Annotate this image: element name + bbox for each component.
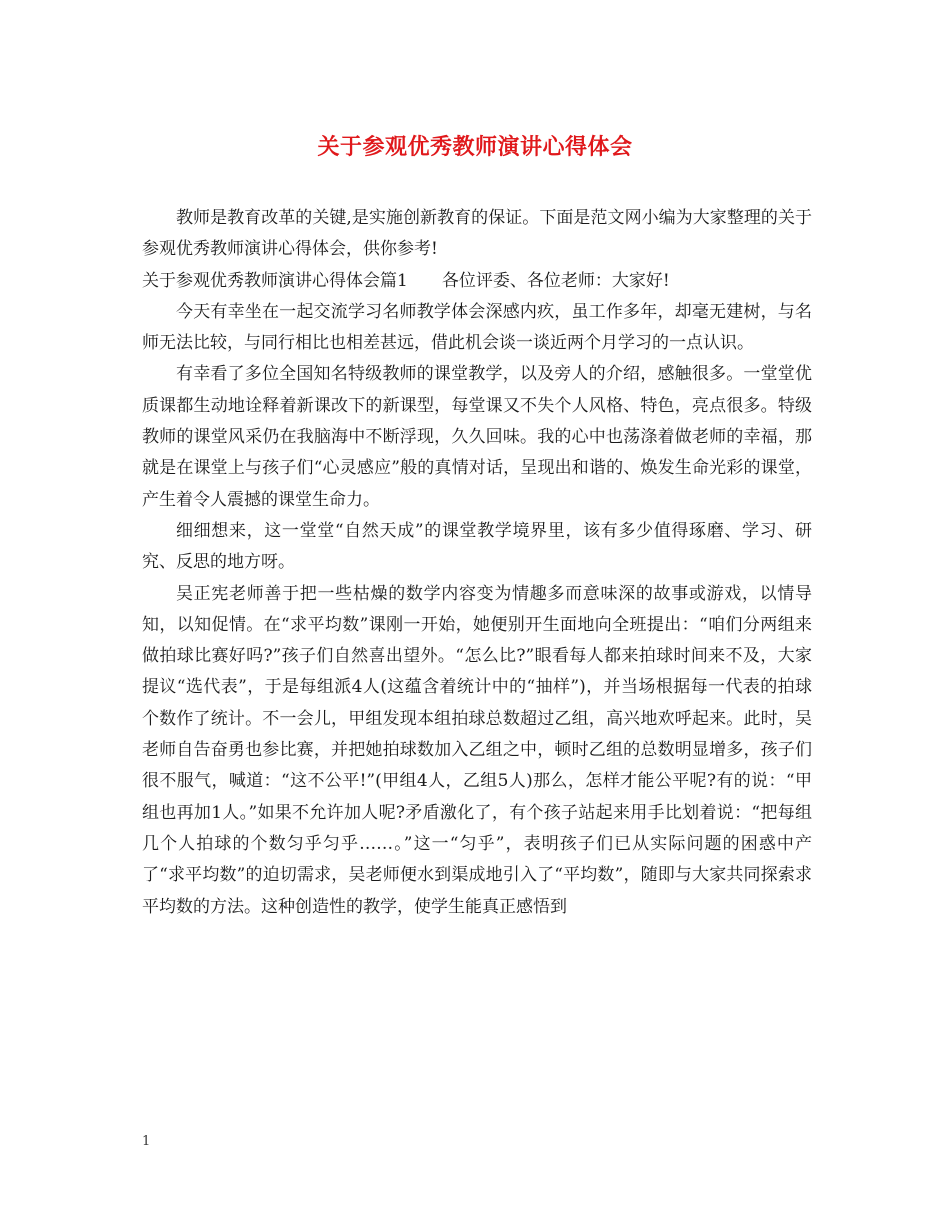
paragraph-section-heading: 关于参观优秀教师演讲心得体会篇1 各位评委、各位老师：大家好! bbox=[142, 270, 670, 291]
document-title: 关于参观优秀教师演讲心得体会 bbox=[317, 135, 633, 160]
paragraph-1: 今天有幸坐在一起交流学习名师教学体会深感内疚，虽工作多年，却毫无建树，与名师无法比较，与同行相比也相差甚远，借此机会谈一谈近两个月学习的一点认识。 bbox=[142, 301, 812, 354]
paragraph-intro: 教师是教育改革的关键,是实施创新教育的保证。下面是范文网小编为大家整理的关于参观优秀教师演讲心得体会，供你参考! bbox=[142, 208, 812, 260]
paragraph-4: 吴正宪老师善于把一些枯燥的数学内容变为情趣多而意味深的故事或游戏，以情导知，以知促情。在“求平均数”课刚一开始，她便别开生面地向全班提出：“咱们分两组来做拍球比赛好吗?”孩子们自然喜出望外。“怎么比?”眼看每人都来拍球时间来不及，大家提议“选代表”，于是每组派4人(这蕴含着统计中的“抽样”)，并当场根据每一代表的拍球个数作了统计。不一会儿，甲组发现本组拍球总数超过乙组，高兴地欢呼起来。此时，吴老师自告奋勇也参比赛，并把她拍球数加入乙组之中，顿时乙组的总数明显增多，孩子们很不服气，喊道：“这不公平!”(甲组4人，乙组5人)那么，怎样才能公平呢?有的说：“甲组也再加1人。”如果不允许加人呢?矛盾激化了，有个孩子站起来用手比划着说：“把每组几个人拍球的个数匀乎匀乎……。”这一“匀乎”，表明孩子们已从实际问题的困惑中产了“求平均数”的迫切需求，吴老师便水到渠成地引入了“平均数”，随即与大家共同探索求平均数的方法。这种创造性的教学，使学生能真正感悟到 bbox=[142, 583, 812, 917]
document-body bbox=[142, 203, 812, 923]
paragraph-2: 有幸看了多位全国知名特级教师的课堂教学，以及旁人的介绍，感触很多。一堂堂优质课都生动地诠释着新课改下的新课型，每堂课又不失个人风格、特色，亮点很多。特级教师的课堂风采仍在我脑海中不断浮现，久久回味。我的心中也荡涤着做老师的幸福，那就是在课堂上与孩子们“心灵感应”般的真情对话，呈现出和谐的、焕发生命光彩的课堂，产生着令人震撼的课堂生命力。 bbox=[142, 364, 812, 510]
page-number: 1 bbox=[142, 1134, 151, 1149]
paragraph-3: 细细想来，这一堂堂“自然天成”的课堂教学境界里，该有多少值得琢磨、学习、研究、反思的地方呀。 bbox=[142, 520, 812, 573]
